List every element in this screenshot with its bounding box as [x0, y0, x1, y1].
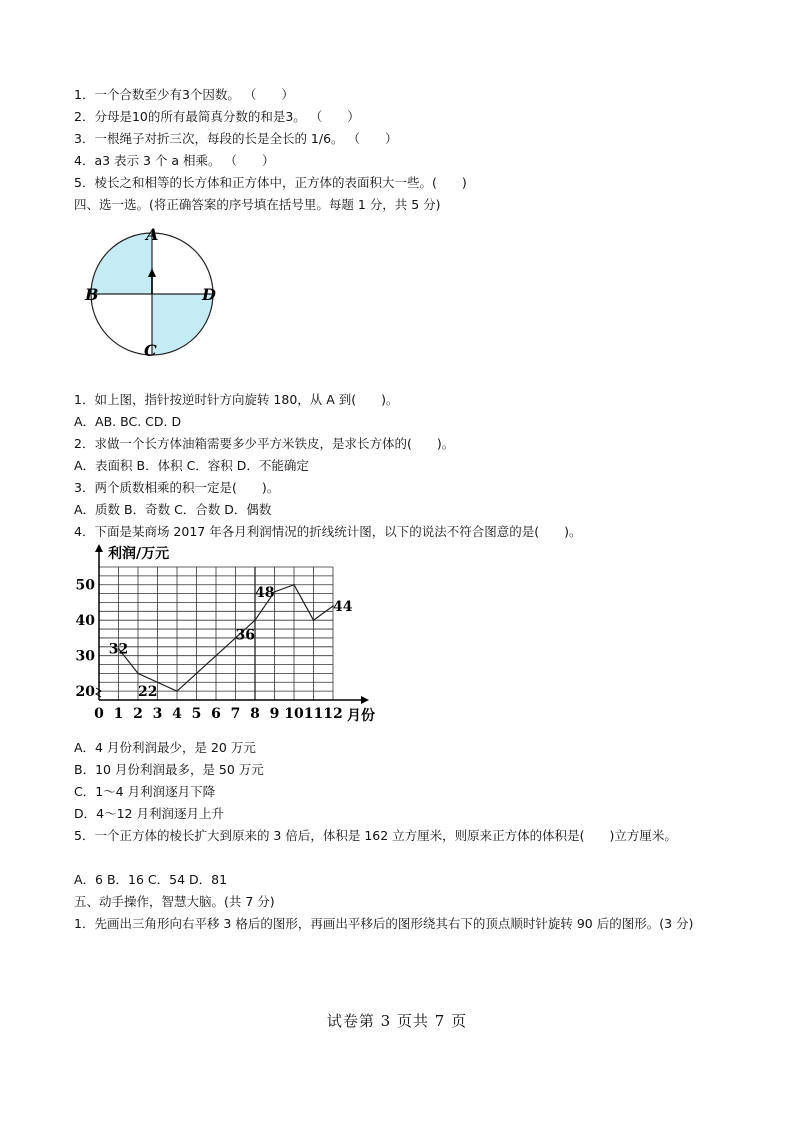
data-point: [176, 690, 178, 692]
choice-question-5-options: A．6 B．16 C．54 D．81: [74, 872, 228, 887]
data-point: [137, 673, 139, 675]
section-5-question-1: 1．先画出三角形向右平移 3 格后的图形，再画出平移后的图形绕其右下的顶点顺时针旋转 90 后的图形。(3 分): [74, 916, 694, 931]
chart-grid: [99, 567, 333, 700]
judge-question-4: 4．a3 表示 3 个 a 相乘。 （ ）: [74, 153, 275, 168]
x-tick-label: 7: [230, 706, 241, 722]
choice-question-2: 2．求做一个长方体油箱需要多少平方米铁皮，是求长方体的( )。: [74, 436, 455, 451]
y-axis-arrow-icon: [95, 544, 103, 552]
choice-question-4-option-a: A．4 月份利润最少，是 20 万元: [74, 740, 256, 755]
x-tick-label: 11: [303, 706, 324, 722]
choice-question-5: 5．一个正方体的棱长扩大到原来的 3 倍后，体积是 162 立方厘米，则原来正方体的体积是( )立方厘米。: [74, 828, 677, 843]
x-tick-label: 2: [133, 706, 143, 722]
x-tick-label: 4: [172, 706, 182, 722]
data-label: 36: [235, 627, 255, 644]
x-tick-label: 10: [284, 706, 304, 722]
y-tick-label: 50: [75, 577, 95, 594]
choice-question-4-option-b: B．10 月份利润最多，是 50 万元: [74, 762, 264, 777]
x-tick-label: 1: [113, 706, 124, 722]
data-point: [293, 584, 295, 586]
y-axis-label: 利润/万元: [108, 546, 170, 562]
x-tick-label: 12: [323, 706, 343, 722]
x-axis-arrow-icon: [361, 696, 369, 704]
choice-question-2-options: A．表面积 B．体积 C．容积 D．不能确定: [74, 458, 309, 473]
circle-pointer-figure: [80, 222, 230, 362]
judge-question-2: 2．分母是10的所有最简真分数的和是3。 （ ）: [74, 109, 360, 124]
y-tick-label: 30: [75, 648, 95, 665]
judge-question-5: 5．棱长之和相等的长方体和正方体中，正方体的表面积大一些。( ): [74, 175, 467, 190]
x-tick-label: 9: [269, 706, 280, 722]
quadrant-shaded-top-left: [91, 233, 152, 294]
y-tick-label: 40: [75, 613, 95, 630]
x-tick-label: 5: [191, 706, 202, 722]
data-label: 44: [333, 599, 353, 616]
choice-question-3: 3．两个质数相乘的积一定是( )。: [74, 480, 280, 495]
judge-question-1: 1．一个合数至少有3个因数。 （ ）: [74, 87, 294, 102]
label-c: C: [144, 341, 157, 360]
x-tick-label: 6: [211, 706, 221, 722]
choice-question-4-option-d: D．4～12 月利润逐月上升: [74, 806, 224, 821]
x-tick-label: 3: [152, 706, 163, 722]
page-footer: 试卷第 3 页共 7 页: [326, 1012, 468, 1030]
x-tick-label: 8: [250, 706, 260, 722]
choice-question-4: 4．下面是某商场 2017 年各月利润情况的折线统计图，以下的说法不符合图意的是( )。: [74, 524, 582, 539]
choice-question-1-options: A．AB. BC. CD. D: [74, 414, 182, 429]
profit-line-chart: [74, 542, 384, 727]
x-tick-label: 0: [94, 706, 104, 722]
chart-axes: [95, 544, 369, 704]
choice-question-4-option-c: C．1～4 月利润逐月下降: [74, 784, 216, 799]
x-axis-label: 月份: [347, 708, 375, 724]
data-point: [313, 619, 315, 621]
label-a: A: [146, 225, 159, 244]
label-d: D: [202, 285, 216, 304]
judge-question-3: 3．一根绳子对折三次，每段的长是全长的 1/6。 （ ）: [74, 131, 398, 146]
data-label: 48: [255, 584, 275, 601]
data-label: 22: [138, 684, 158, 701]
section-5-title: 五、动手操作，智慧大脑。(共 7 分): [74, 894, 275, 909]
choice-question-3-options: A．质数 B．奇数 C．合数 D．偶数: [74, 502, 272, 517]
data-point: [254, 619, 256, 621]
y-tick-label: 20: [75, 684, 95, 701]
axis-break-icon: [96, 688, 101, 697]
data-label: 32: [108, 641, 129, 658]
choice-question-1: 1．如上图，指针按逆时针方向旋转 180，从 A 到( )。: [74, 392, 399, 407]
section-4-title: 四、选一选。(将正确答案的序号填在括号里。每题 1 分，共 5 分): [74, 197, 441, 212]
label-b: B: [85, 285, 99, 304]
